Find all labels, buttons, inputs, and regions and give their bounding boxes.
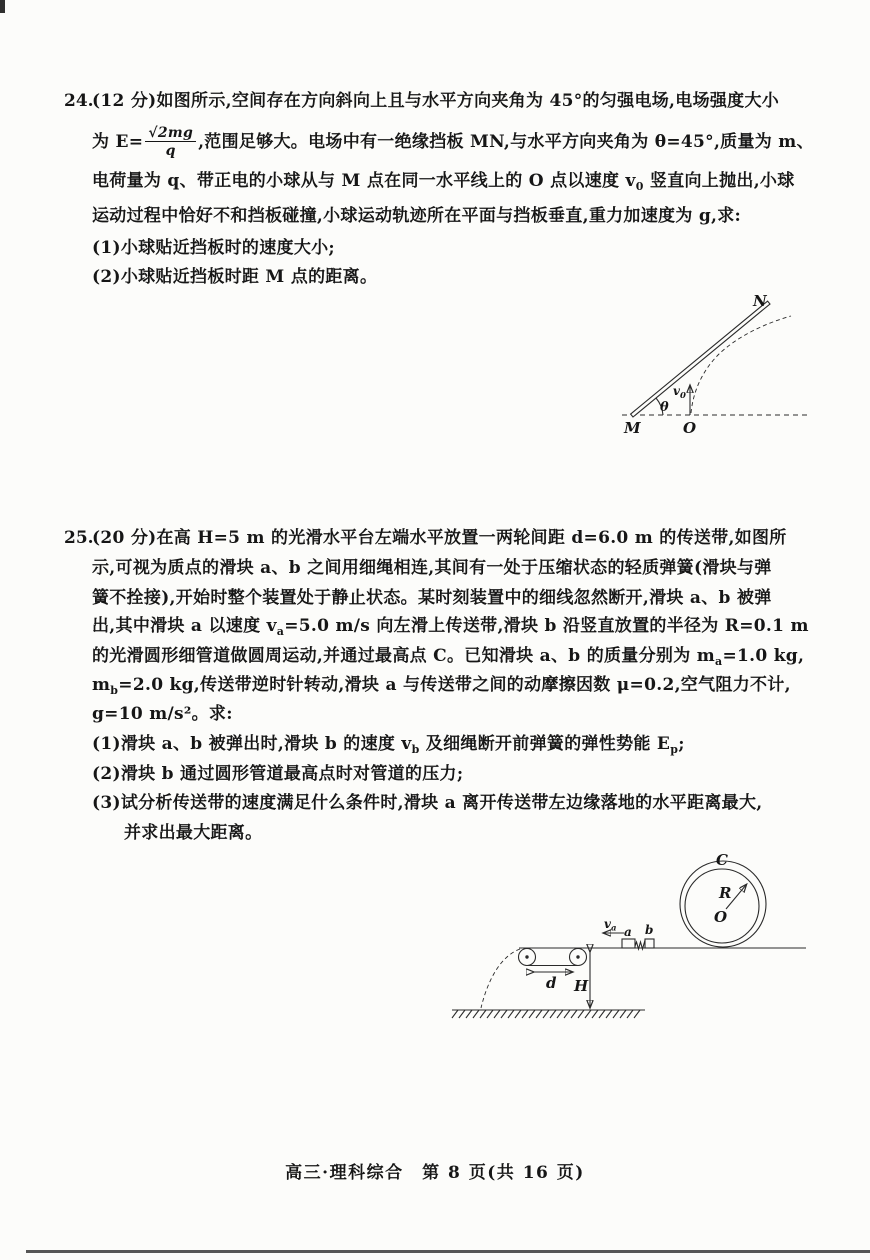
tube-inner-circle: [685, 869, 759, 943]
ground-hatching: [452, 1010, 640, 1018]
line-6-text: m: [92, 675, 111, 695]
block-b: [645, 939, 654, 948]
problem-25-line-1: (20 分)在高 H=5 m 的光滑水平台左端水平放置一两轮间距 d=6.0 m 的传送带,如图所: [92, 528, 787, 548]
field-strength-fraction: [145, 125, 196, 159]
line-4-text: 出,其中滑块 a 以速度 v: [92, 616, 277, 636]
problem-25-line-3: 簧不拴接),开始时整个装置处于静止状态。某时刻装置中的细线忽然断开,滑块 a、b 被弹: [92, 588, 772, 608]
inclined-board: [631, 301, 770, 417]
label-O: O: [714, 908, 728, 926]
page-footer: 高三·理科综合 第 8 页(共 16 页): [285, 1163, 585, 1183]
problem-25-question-2: (2)滑块 b 通过圆形管道最高点时对管道的压力;: [92, 764, 464, 784]
label-a: a: [624, 925, 632, 939]
figure-conveyor-loop: [438, 838, 808, 1023]
scan-artifact-corner: [0, 0, 5, 13]
problem-24-line-1: (12 分)如图所示,空间存在方向斜向上且与水平方向夹角为 45°的匀强电场,电场强度大小: [92, 91, 780, 111]
label-M: M: [624, 419, 641, 437]
line-3-text-end: 竖直向上抛出,小球: [643, 171, 795, 191]
label-d: d: [546, 974, 557, 992]
line-3-text: 电荷量为 q、带正电的小球从与 M 点在同一水平线上的 O 点以速度 v: [92, 171, 636, 191]
label-N: N: [753, 292, 767, 310]
scan-artifact-bottom-edge: [26, 1250, 870, 1253]
problem-24-question-2: (2)小球贴近挡板时距 M 点的距离。: [92, 267, 378, 287]
q1-text-end: ;: [678, 734, 685, 754]
block-a: [622, 939, 635, 948]
problem-25-question-1: [92, 733, 685, 755]
label-b: b: [645, 923, 654, 937]
q1-text-mid: 及细绳断开前弹簧的弹性势能 E: [419, 734, 671, 754]
problem-25-question-3-cont: 并求出最大距离。: [124, 823, 263, 843]
problem-24-line-4: 运动过程中恰好不和挡板碰撞,小球运动轨迹所在平面与挡板垂直,重力加速度为 g,求:: [92, 206, 742, 226]
v0-sub: 0: [679, 391, 686, 401]
problem-25-number: 25.: [64, 528, 94, 548]
trajectory-dashed-curve: [691, 316, 791, 413]
problem-25-line-6: [92, 674, 791, 696]
falling-trajectory-dashed: [481, 949, 520, 1008]
problem-25-line-7: g=10 m/s²。求:: [92, 704, 233, 724]
problem-25-line-5: [92, 645, 804, 667]
ma-subscript: a: [715, 655, 723, 668]
v0-subscript: 0: [635, 180, 644, 193]
va-subscript: a: [276, 625, 285, 638]
label-va: [604, 917, 617, 934]
line-5-text-end: =1.0 kg,: [722, 646, 805, 666]
va-main: v: [604, 917, 611, 931]
ep-subscript: p: [670, 743, 679, 756]
line-6-text-end: =2.0 kg,传送带逆时针转动,滑块 a 与传送带之间的动摩擦因数 μ=0.2,空气阻力不计,: [118, 675, 791, 695]
problem-25-line-2: 示,可视为质点的滑块 a、b 之间用细绳相连,其间有一处于压缩状态的轻质弹簧(滑块与弹: [92, 558, 772, 578]
problem-25-question-3: (3)试分析传送带的速度满足什么条件时,滑块 a 离开传送带左边缘落地的水平距离最大,: [92, 793, 763, 813]
fraction-numerator: √2mg: [145, 125, 196, 142]
mb-subscript: b: [110, 684, 119, 697]
problem-25-line-4: [92, 615, 809, 637]
va-sub: a: [610, 923, 617, 934]
line-5-text: 的光滑圆形细管道做圆周运动,并通过最高点 C。已知滑块 a、b 的质量分别为 m: [92, 646, 716, 666]
problem-24-formula-line: [92, 121, 814, 163]
vb-subscript: b: [411, 743, 420, 756]
v0-main: v: [673, 384, 680, 398]
fraction-denominator: q: [165, 143, 176, 159]
label-H: H: [574, 977, 589, 995]
problem-24-question-1: (1)小球贴近挡板时的速度大小;: [92, 238, 335, 258]
label-R: R: [719, 884, 732, 902]
tube-outer-circle: [680, 861, 766, 947]
figure-incline-board: [613, 282, 813, 440]
label-C: C: [716, 851, 728, 869]
label-theta: θ: [660, 400, 669, 415]
formula-prefix: 为 E=: [92, 132, 144, 152]
q1-text: (1)滑块 a、b 被弹出时,滑块 b 的速度 v: [92, 734, 412, 754]
line-4-text-end: =5.0 m/s 向左滑上传送带,滑块 b 沿竖直放置的半径为 R=0.1 m: [284, 616, 809, 636]
label-v0: [673, 384, 686, 401]
right-pulley-axle: [576, 955, 579, 958]
problem-24-number: 24.: [64, 91, 94, 111]
problem-24-line-3: [92, 170, 795, 192]
label-O: O: [683, 419, 697, 437]
left-pulley-axle: [525, 955, 528, 958]
formula-suffix: ,范围足够大。电场中有一绝缘挡板 MN,与水平方向夹角为 θ=45°,质量为 m、: [198, 132, 814, 152]
